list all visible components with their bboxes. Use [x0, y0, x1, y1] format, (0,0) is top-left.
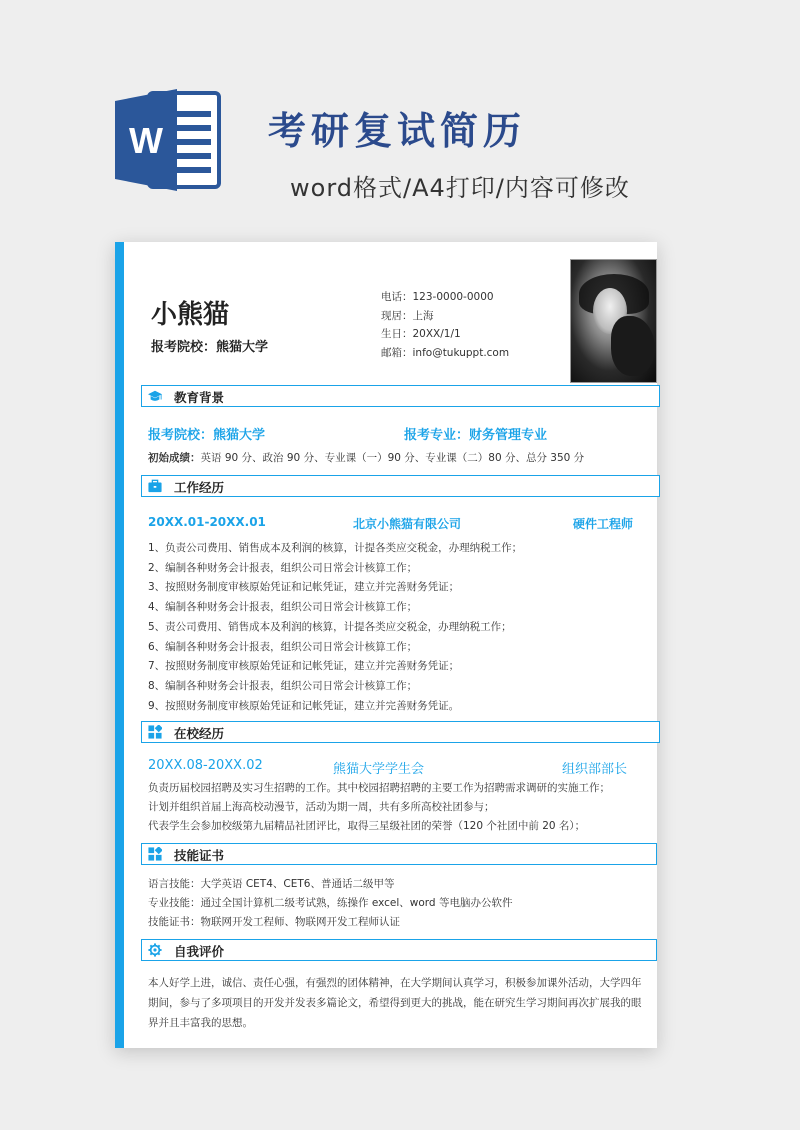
section-title: 教育背景 — [174, 390, 225, 405]
scores-value: 英语 90 分、政治 90 分、专业课（一）90 分、专业课（二）80 分、总分 350 分 — [200, 452, 585, 464]
accent-bar — [115, 242, 124, 1048]
section-title: 工作经历 — [174, 480, 225, 495]
section-title: 在校经历 — [174, 726, 225, 741]
list-item: 1、负责公司费用、销售成本及利润的核算，计提各类应交税金，办理纳税工作； — [148, 542, 523, 554]
campus-description — [148, 779, 610, 836]
education-school: 报考院校：熊猫大学 — [148, 428, 266, 443]
contact-location: 现居：上海 — [381, 309, 434, 322]
target-school: 报考院校：熊猫大学 — [151, 340, 269, 355]
campus-period: 20XX.08-20XX.02 — [148, 758, 263, 773]
section-campus-header — [141, 721, 660, 743]
section-self-header — [141, 939, 657, 961]
text-line: 期间，参与了多项项目的开发并发表多篇论文，希望得到更大的挑战，能在研究生学习期间再次扩展我的眼 — [148, 997, 642, 1009]
section-work-header — [141, 475, 660, 497]
work-duties-list — [148, 539, 522, 716]
education-scores — [148, 450, 584, 465]
contact-birthday: 生日：20XX/1/1 — [381, 328, 461, 340]
section-education-header — [141, 385, 660, 407]
work-company: 北京小熊猫有限公司 — [353, 517, 462, 531]
work-position: 硬件工程师 — [573, 517, 634, 531]
word-letter: W — [129, 120, 163, 161]
list-item: 7、按照财务制度审核原始凭证和记帐凭证，建立并完善财务凭证； — [148, 660, 460, 673]
section-skills-header — [141, 843, 657, 865]
grid-icon — [148, 847, 162, 861]
list-item: 9、按照财务制度审核原始凭证和记帐凭证，建立并完善财务凭证。 — [148, 699, 460, 712]
text-line: 技能证书：物联网开发工程师、物联网开发工程师认证 — [148, 916, 400, 928]
profile-photo — [570, 259, 657, 383]
skills-description — [148, 875, 512, 932]
word-document-icon — [115, 85, 225, 195]
list-item: 5、责公司费用、销售成本及利润的核算，计提各类应交税金，办理纳税工作； — [148, 620, 512, 633]
campus-position: 组织部部长 — [562, 762, 628, 777]
banner — [0, 0, 800, 240]
contact-phone: 电话：123-0000-0000 — [381, 291, 494, 303]
section-title: 技能证书 — [174, 848, 225, 863]
work-period: 20XX.01-20XX.01 — [148, 515, 266, 529]
list-item: 6、编制各种财务会计报表，组织公司日常会计核算工作； — [148, 640, 418, 653]
gear-icon — [148, 943, 162, 957]
text-line: 专业技能：通过全国计算机二级考试熟，练操作 excel、word 等电脑办公软件 — [148, 897, 513, 909]
text-line: 界并且丰富我的思想。 — [148, 1017, 253, 1029]
resume-page — [115, 242, 657, 1048]
banner-title: 考研复试简历 — [268, 109, 527, 153]
list-item: 8、编制各种财务会计报表，组织公司日常会计核算工作； — [148, 679, 418, 692]
list-item: 2、编制各种财务会计报表，组织公司日常会计核算工作； — [148, 561, 418, 574]
list-item: 3、按照财务制度审核原始凭证和记帐凭证，建立并完善财务凭证； — [148, 581, 460, 594]
list-item: 4、编制各种财务会计报表，组织公司日常会计核算工作； — [148, 601, 418, 614]
grid-icon — [148, 725, 162, 739]
text-line: 负责历届校园招聘及实习生招聘的工作。其中校园招聘招聘的主要工作为招聘需求调研的实施工作； — [148, 782, 610, 794]
self-evaluation — [148, 973, 642, 1033]
contact-email: 邮箱：info@tukuppt.com — [381, 346, 510, 359]
scores-label: 初始成绩： — [148, 452, 201, 464]
section-title: 自我评价 — [174, 944, 225, 959]
graduation-cap-icon — [148, 389, 162, 403]
banner-subtitle: word格式/A4打印/内容可修改 — [290, 174, 630, 202]
education-major: 报考专业：财务管理专业 — [404, 428, 548, 443]
candidate-name: 小熊猫 — [151, 300, 230, 330]
contact-info — [381, 288, 509, 362]
campus-org: 熊猫大学学生会 — [333, 762, 425, 777]
text-line: 代表学生会参加校级第九届精品社团评比，取得三星级社团的荣誉（120 个社团中前 20 名）； — [148, 820, 586, 832]
briefcase-icon — [148, 479, 162, 493]
text-line: 语言技能：大学英语 CET4、CET6、普通话二级甲等 — [148, 878, 395, 890]
text-line: 本人好学上进，诚信、责任心强，有强烈的团体精神，在大学期间认真学习，积极参加课外活动，大学四年 — [148, 977, 642, 989]
text-line: 计划并组织首届上海高校动漫节，活动为期一周，共有多所高校社团参与； — [148, 801, 495, 813]
